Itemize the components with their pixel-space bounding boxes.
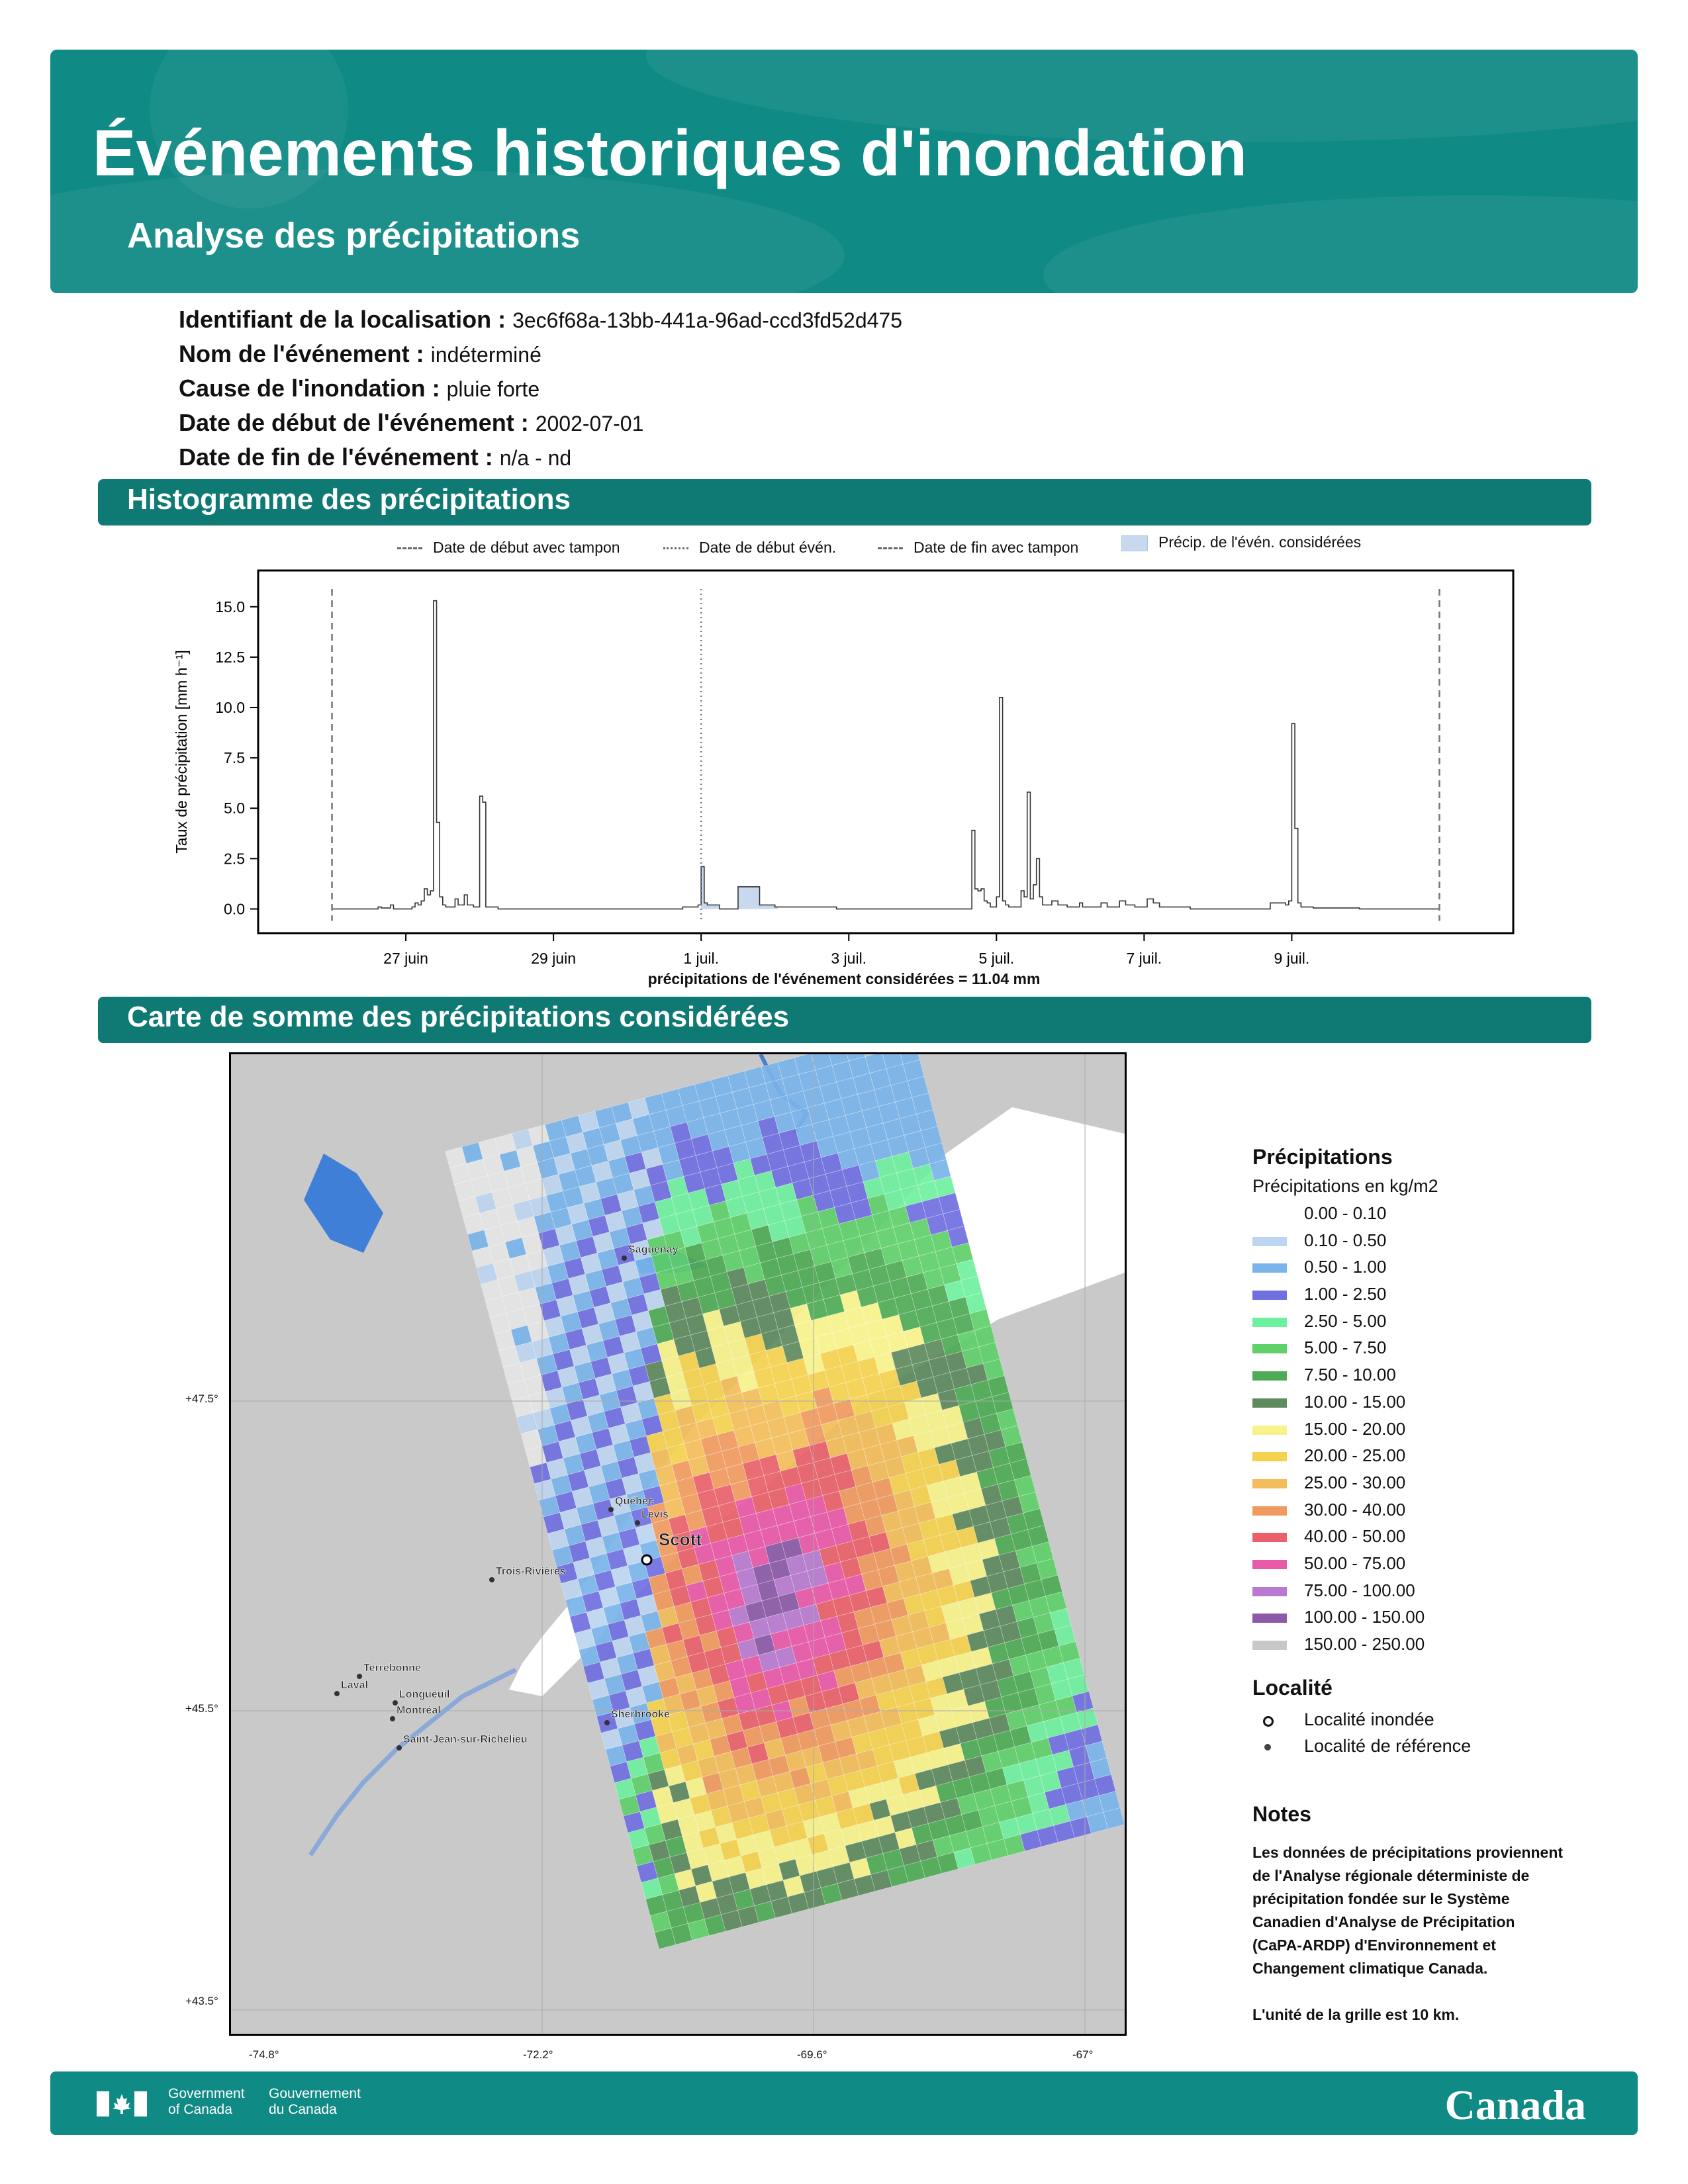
legend-class-row: [1252, 1203, 1623, 1230]
legend-color-swatch: [1252, 1210, 1287, 1219]
legend-class-row: [1252, 1419, 1623, 1446]
lat-label: +43.5°: [185, 1995, 218, 2007]
x-tick-label: 9 juil.: [1274, 950, 1310, 967]
legend-label: Précip. de l'évén. considérées: [1158, 533, 1362, 551]
reference-locality-marker-icon: [1264, 1744, 1271, 1751]
legend-color-swatch: [1252, 1426, 1287, 1435]
canada-flag-icon: [97, 2091, 147, 2116]
map-legend-panel: [1252, 1145, 1623, 2026]
info-label: Date de début de l'événement :: [179, 409, 529, 436]
legend-color-swatch: [1252, 1398, 1287, 1408]
info-location-id: [179, 306, 902, 334]
reference-locality-marker-icon: [357, 1674, 362, 1679]
legend-class-row: [1252, 1365, 1623, 1392]
page-title: Événements historiques d'inondation: [93, 116, 1247, 189]
legend-color-swatch: [1252, 1560, 1287, 1569]
legend-class-row: [1252, 1230, 1623, 1257]
plot-frame: [258, 570, 1513, 933]
lon-label: -67°: [1072, 2048, 1094, 2061]
legend-class-row: [1252, 1311, 1623, 1338]
lon-label: -69.6°: [797, 2048, 827, 2061]
precipitation-histogram-chart: [159, 556, 1523, 979]
info-value: indéterminé: [430, 343, 541, 367]
legend-class-row: [1252, 1257, 1623, 1284]
flooded-locality-marker-icon: [1263, 1716, 1274, 1727]
y-tick-label: 0.0: [224, 900, 245, 918]
x-tick-label: 29 juin: [531, 950, 577, 967]
info-label: Date de fin de l'événement :: [179, 443, 493, 471]
info-flood-cause: [179, 375, 539, 402]
y-tick-label: 7.5: [224, 749, 245, 767]
reference-locality-marker-icon: [489, 1577, 494, 1582]
legend-dotted-line-icon: [663, 547, 688, 549]
legend-color-swatch: [1252, 1344, 1287, 1353]
legend-dashed-line-icon: [878, 547, 903, 549]
legend-class-row: [1252, 1634, 1623, 1661]
legend-class-row: [1252, 1284, 1623, 1311]
legend-class-label: 150.00 - 250.00: [1304, 1634, 1425, 1654]
legend-color-swatch: [1252, 1587, 1287, 1596]
legend-class-label: 7.50 - 10.00: [1304, 1365, 1396, 1385]
info-end-date: [179, 443, 571, 471]
info-label: Cause de l'inondation :: [179, 375, 440, 402]
x-tick-label: 5 juil.: [978, 950, 1015, 967]
legend-item-buffer-end: [878, 539, 1078, 557]
legend-color-swatch: [1252, 1237, 1287, 1246]
legend-unit: Précipitations en kg/m2: [1252, 1176, 1438, 1196]
map-place-label: Laval: [341, 1680, 368, 1691]
legend-color-swatch: [1252, 1614, 1287, 1623]
legend-class-label: 0.10 - 0.50: [1304, 1230, 1387, 1250]
gov-fr-text: Gouvernement du Canada: [269, 2086, 361, 2117]
section-bar-map: [98, 997, 1591, 1043]
map-place-label: Terrebonne: [363, 1662, 421, 1674]
notes-text: Les données de précipitations proviennent de l'Analyse régionale déterministe de précipitation fondée sur le Système Canadien d'Analyse de Précipitation (CaPA-ARDP) d'Environnement et Changement climatique Canada. L'unité de la grille est 10 km.: [1252, 1843, 1564, 2023]
section-title-map: Carte de somme des précipitations considérées: [127, 1001, 790, 1033]
lon-label: -72.2°: [523, 2048, 553, 2061]
legend-item-event-start: [663, 539, 836, 557]
footer-bar: [50, 2071, 1638, 2135]
lon-label: -74.8°: [249, 2048, 279, 2061]
canada-wordmark: Canada: [1444, 2081, 1586, 2128]
legend-class-row: [1252, 1526, 1623, 1553]
legend-class-label: 30.00 - 40.00: [1304, 1499, 1406, 1520]
locality-reference: [1252, 1735, 1623, 1761]
legend-class-row: [1252, 1607, 1623, 1634]
legend-color-swatch: [1252, 1533, 1287, 1542]
precipitation-map: [229, 1052, 1127, 2036]
legend-class-label: 2.50 - 5.00: [1304, 1310, 1387, 1331]
info-value: n/a - nd: [499, 446, 572, 470]
legend-class-label: 10.00 - 15.00: [1304, 1391, 1406, 1412]
y-tick-label: 15.0: [215, 598, 245, 615]
legend-color-swatch: [1252, 1263, 1287, 1273]
info-start-date: [179, 409, 643, 437]
map-place-label: Saguenay: [628, 1244, 679, 1255]
legend-class-label: 5.00 - 7.50: [1304, 1338, 1387, 1358]
legend-class-label: 75.00 - 100.00: [1304, 1580, 1415, 1600]
x-tick-label: 27 juin: [383, 950, 428, 967]
y-tick-label: 2.5: [224, 850, 245, 868]
reference-locality-marker-icon: [608, 1507, 614, 1512]
legend-class-label: 50.00 - 75.00: [1304, 1553, 1406, 1573]
header-banner: [50, 50, 1638, 293]
legend-item-buffer-start: [397, 539, 620, 557]
legend-class-row: [1252, 1473, 1623, 1500]
locality-label: Localité inondée: [1304, 1709, 1434, 1729]
locality-flooded: [1252, 1708, 1623, 1735]
section-bar-histogram: [98, 479, 1591, 525]
map-place-label: Saint-Jean-sur-Richelieu: [403, 1734, 528, 1745]
legend-fill-swatch-icon: [1121, 535, 1148, 551]
gov-en-text: Government of Canada: [168, 2086, 245, 2117]
y-tick-label: 10.0: [215, 699, 245, 717]
page-subtitle: Analyse des précipitations: [127, 216, 581, 255]
legend-class-list: [1252, 1203, 1623, 1661]
lat-label: +47.5°: [185, 1392, 218, 1405]
info-value: 3ec6f68a-13bb-441a-96ad-ccd3fd52d475: [512, 308, 902, 332]
legend-class-row: [1252, 1338, 1623, 1365]
legend-color-swatch: [1252, 1506, 1287, 1516]
info-value: pluie forte: [446, 377, 540, 401]
y-tick-label: 5.0: [224, 799, 245, 817]
legend-class-label: 15.00 - 20.00: [1304, 1418, 1406, 1439]
lake-shape: [304, 1154, 383, 1253]
map-place-label: Trois-Rivières: [496, 1566, 566, 1577]
map-place-label: Lévis: [641, 1509, 669, 1520]
map-place-label: Québec: [615, 1496, 654, 1507]
map-place-label: Longueuil: [399, 1689, 450, 1700]
locality-label: Localité de référence: [1304, 1735, 1472, 1756]
legend-class-label: 0.50 - 1.00: [1304, 1257, 1387, 1277]
reference-locality-marker-icon: [397, 1745, 402, 1751]
legend-color-swatch: [1252, 1479, 1287, 1488]
map-place-label: Scott: [659, 1529, 702, 1549]
legend-class-row: [1252, 1580, 1623, 1608]
legend-class-row: [1252, 1392, 1623, 1419]
event-total-label: précipitations de l'événement considérées = 11.04 mm: [647, 970, 1041, 987]
legend-color-swatch: [1252, 1641, 1287, 1650]
info-value: 2002-07-01: [535, 412, 644, 435]
y-tick-label: 12.5: [215, 648, 245, 666]
legend-class-label: 20.00 - 25.00: [1304, 1445, 1406, 1466]
legend-class-label: 40.00 - 50.00: [1304, 1526, 1406, 1547]
notes-title: Notes: [1252, 1801, 1311, 1826]
legend-class-label: 100.00 - 150.00: [1304, 1607, 1425, 1627]
map-place-label: Sherbrooke: [611, 1709, 670, 1720]
legend-class-label: 25.00 - 30.00: [1304, 1472, 1406, 1492]
reference-locality-marker-icon: [604, 1720, 610, 1725]
lat-label: +45.5°: [185, 1702, 218, 1715]
legend-label: Date de début avec tampon: [433, 539, 620, 556]
legend-class-row: [1252, 1553, 1623, 1580]
y-axis-label: Taux de précipitation [mm h⁻¹]: [173, 650, 190, 854]
reference-locality-marker-icon: [334, 1691, 340, 1696]
flooded-locality-marker-icon: [642, 1555, 651, 1565]
legend-color-swatch: [1252, 1318, 1287, 1327]
legend-class-label: 0.00 - 0.10: [1304, 1203, 1387, 1223]
map-place-label: Montréal: [397, 1705, 441, 1716]
legend-item-considered: [1121, 533, 1361, 551]
legend-label: Date de fin avec tampon: [914, 539, 1079, 556]
info-event-name: [179, 340, 541, 368]
x-tick-label: 3 juil.: [831, 950, 867, 967]
x-tick-label: 7 juil.: [1126, 950, 1162, 967]
legend-class-row: [1252, 1445, 1623, 1473]
reference-locality-marker-icon: [390, 1716, 395, 1721]
legend-color-swatch: [1252, 1452, 1287, 1461]
reference-locality-marker-icon: [622, 1255, 627, 1261]
legend-color-swatch: [1252, 1371, 1287, 1381]
legend-title: Précipitations: [1252, 1145, 1393, 1169]
legend-class-row: [1252, 1500, 1623, 1527]
info-label: Nom de l'événement :: [179, 340, 424, 367]
locality-title: Localité: [1252, 1675, 1333, 1700]
x-tick-label: 1 juil.: [683, 950, 720, 967]
legend-label: Date de début évén.: [699, 539, 837, 556]
section-title-histogram: Histogramme des précipitations: [127, 483, 571, 516]
info-label: Identifiant de la localisation :: [179, 306, 506, 333]
legend-dashed-line-icon: [397, 547, 422, 549]
legend-color-swatch: [1252, 1291, 1287, 1300]
reference-locality-marker-icon: [635, 1520, 640, 1525]
map-canvas: [231, 1054, 1125, 2034]
legend-class-label: 1.00 - 2.50: [1304, 1284, 1387, 1304]
